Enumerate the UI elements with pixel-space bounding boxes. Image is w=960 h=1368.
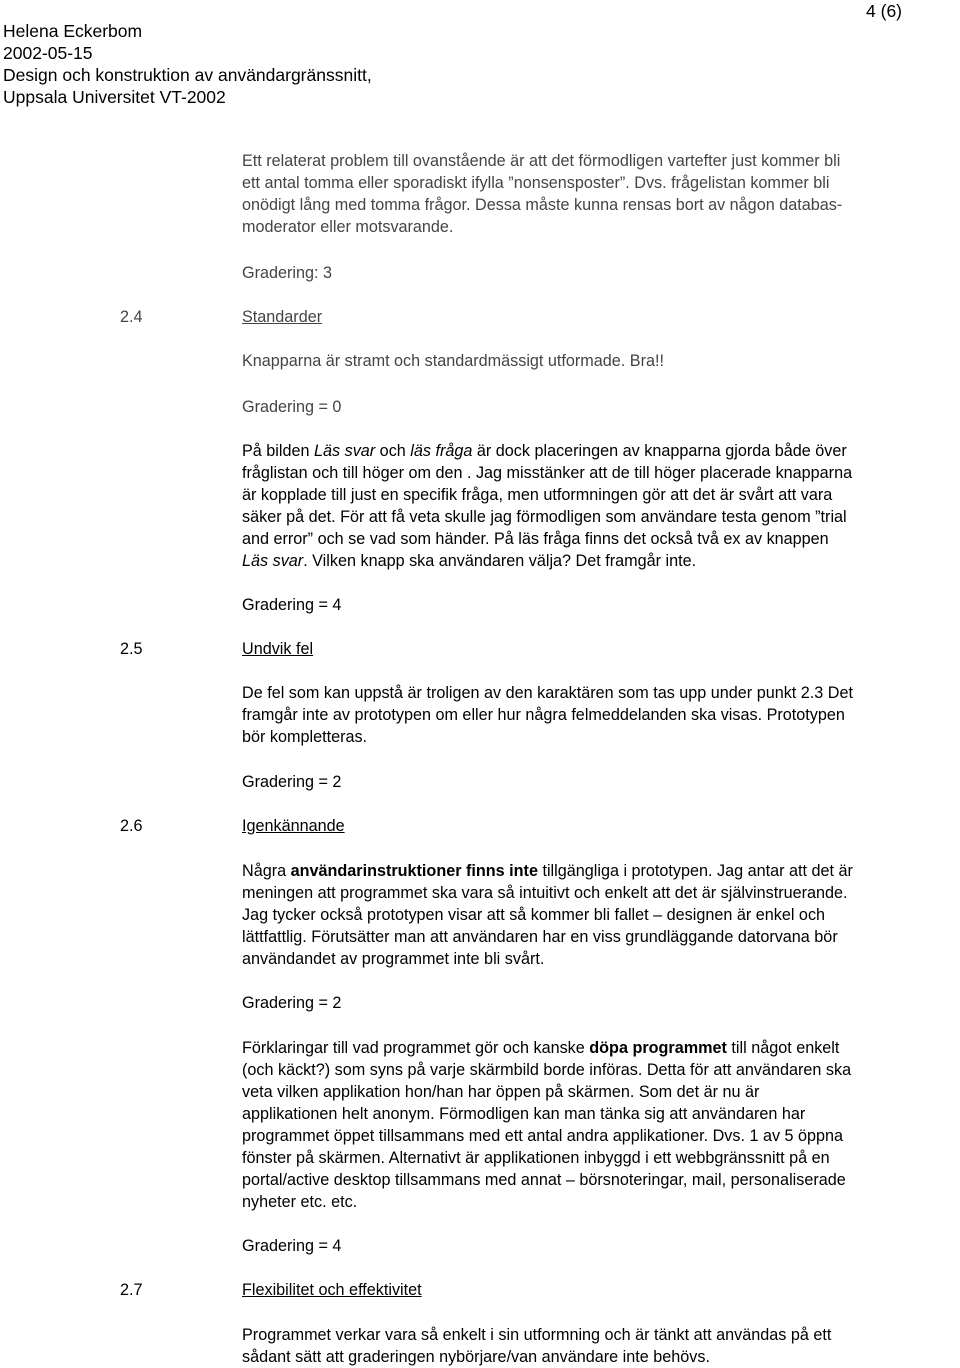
section-number: 2.5 bbox=[120, 640, 143, 658]
paragraph bbox=[242, 860, 958, 970]
paragraph-line: framgår inte av prototypen om eller hur några felmeddelanden ska visas. Prototypen bbox=[242, 706, 845, 724]
paragraph-line: Programmet verkar vara så enkelt i sin utformning och är tänkt att användas på ett bbox=[242, 1326, 832, 1344]
paragraph-line: Förklaringar till vad programmet gör och kanske döpa programmet till något enkelt bbox=[242, 1039, 840, 1057]
paragraph-line: fråglistan och till höger om den . Jag misstänker att de till höger placerade knapparna bbox=[242, 464, 853, 482]
paragraph bbox=[242, 1037, 958, 1213]
intro-paragraph bbox=[242, 150, 958, 238]
section-title: Undvik fel bbox=[242, 640, 314, 658]
intro-line: Ett relaterat problem till ovanstående är att det förmodligen vartefter just kommer bli bbox=[242, 152, 841, 170]
section-title: Standarder bbox=[242, 308, 323, 326]
paragraph-line: bör kompletteras. bbox=[242, 728, 368, 746]
paragraph-line: De fel som kan uppstå är troligen av den karaktären som tas upp under punkt 2.3 Det bbox=[242, 684, 853, 702]
paragraph-line: sådant sätt att graderingen nybörjare/van användare inte behövs. bbox=[242, 1348, 710, 1366]
section-number: 2.4 bbox=[120, 308, 143, 326]
paragraph-line: portal/active desktop tillsammans med annat – börsnoteringar, mail, personaliserade bbox=[242, 1171, 846, 1189]
section-title: Igenkännande bbox=[242, 817, 345, 835]
grade-label: Gradering: 3 bbox=[242, 264, 332, 282]
grade-label: Gradering = 4 bbox=[242, 596, 342, 614]
paragraph bbox=[242, 440, 958, 572]
paragraph-line: programmet öppet tillsammans med ett antal andra applikationer. Dvs. 1 av 5 öppna bbox=[242, 1127, 844, 1145]
paragraph-line: veta vilken applikation hon/han har öppen på skärmen. Som det är nu är bbox=[242, 1083, 760, 1101]
paragraph-line: Några användarinstruktioner finns inte tillgängliga i prototypen. Jag antar att det är bbox=[242, 862, 853, 880]
paragraph-line: Jag tycker också prototypen visar att så kommer bli fallet – designen är enkel och bbox=[242, 906, 826, 924]
section-number: 2.6 bbox=[120, 817, 143, 835]
grade-label: Gradering = 2 bbox=[242, 773, 342, 791]
paragraph-line: (och käckt?) som syns på varje skärmbild borde införas. Detta för att användaren ska bbox=[242, 1061, 852, 1079]
header-date: 2002-05-15 bbox=[3, 43, 93, 63]
paragraph-line: användandet av programmet inte bli svårt. bbox=[242, 950, 545, 968]
paragraph-line: applikationen helt anonym. Förmodligen kan man tänka sig att användaren har bbox=[242, 1105, 806, 1123]
paragraph: Knapparna är stramt och standardmässigt utformade. Bra!! bbox=[242, 352, 664, 370]
header-author: Helena Eckerbom bbox=[3, 21, 143, 41]
paragraph-line: Läs svar. Vilken knapp ska användaren välja? Det framgår inte. bbox=[242, 552, 697, 570]
header-course: Design och konstruktion av användargränssnitt, bbox=[3, 65, 372, 85]
section-title: Flexibilitet och effektivitet bbox=[242, 1281, 422, 1299]
header-university: Uppsala Universitet VT-2002 bbox=[3, 87, 226, 107]
page-number: 4 (6) bbox=[866, 1, 902, 21]
grade-label: Gradering = 2 bbox=[242, 994, 342, 1012]
section-number: 2.7 bbox=[120, 1281, 143, 1299]
paragraph-line: På bilden Läs svar och läs fråga är dock placeringen av knapparna gjorda både över bbox=[242, 442, 847, 460]
paragraph-line: säker på det. För att få veta skulle jag förmodligen som användare testa genom ”trial bbox=[242, 508, 847, 526]
paragraph-line: lättfattlig. Förutsätter man att användaren har en viss grundläggande datorvana bör bbox=[242, 928, 838, 946]
paragraph-line: meningen att programmet ska vara så intuitivt och enkelt att det är självinstruerande. bbox=[242, 884, 848, 902]
intro-line: ett antal tomma eller sporadiskt ifylla ”nonsensposter”. Dvs. frågelistan kommer bli bbox=[242, 174, 830, 192]
page-header bbox=[3, 20, 372, 108]
paragraph-line: fönster på skärmen. Alternativt är applikationen inbyggd i ett webbgränssnitt på en bbox=[242, 1149, 830, 1167]
grade-label: Gradering = 4 bbox=[242, 1237, 342, 1255]
paragraph bbox=[242, 1324, 958, 1368]
intro-line: moderator eller motsvarande. bbox=[242, 218, 454, 236]
grade-label: Gradering = 0 bbox=[242, 398, 342, 416]
intro-line: onödigt lång med tomma frågor. Dessa måste kunna rensas bort av någon databas- bbox=[242, 196, 843, 214]
paragraph-line: nyheter etc. etc. bbox=[242, 1193, 358, 1211]
paragraph-line: and error” och se vad som händer. På läs fråga finns det också två ex av knappen bbox=[242, 530, 829, 548]
paragraph-line: är kopplade till just en specifik fråga, men utformningen gör att det är svårt att vara bbox=[242, 486, 833, 504]
paragraph bbox=[242, 682, 958, 748]
